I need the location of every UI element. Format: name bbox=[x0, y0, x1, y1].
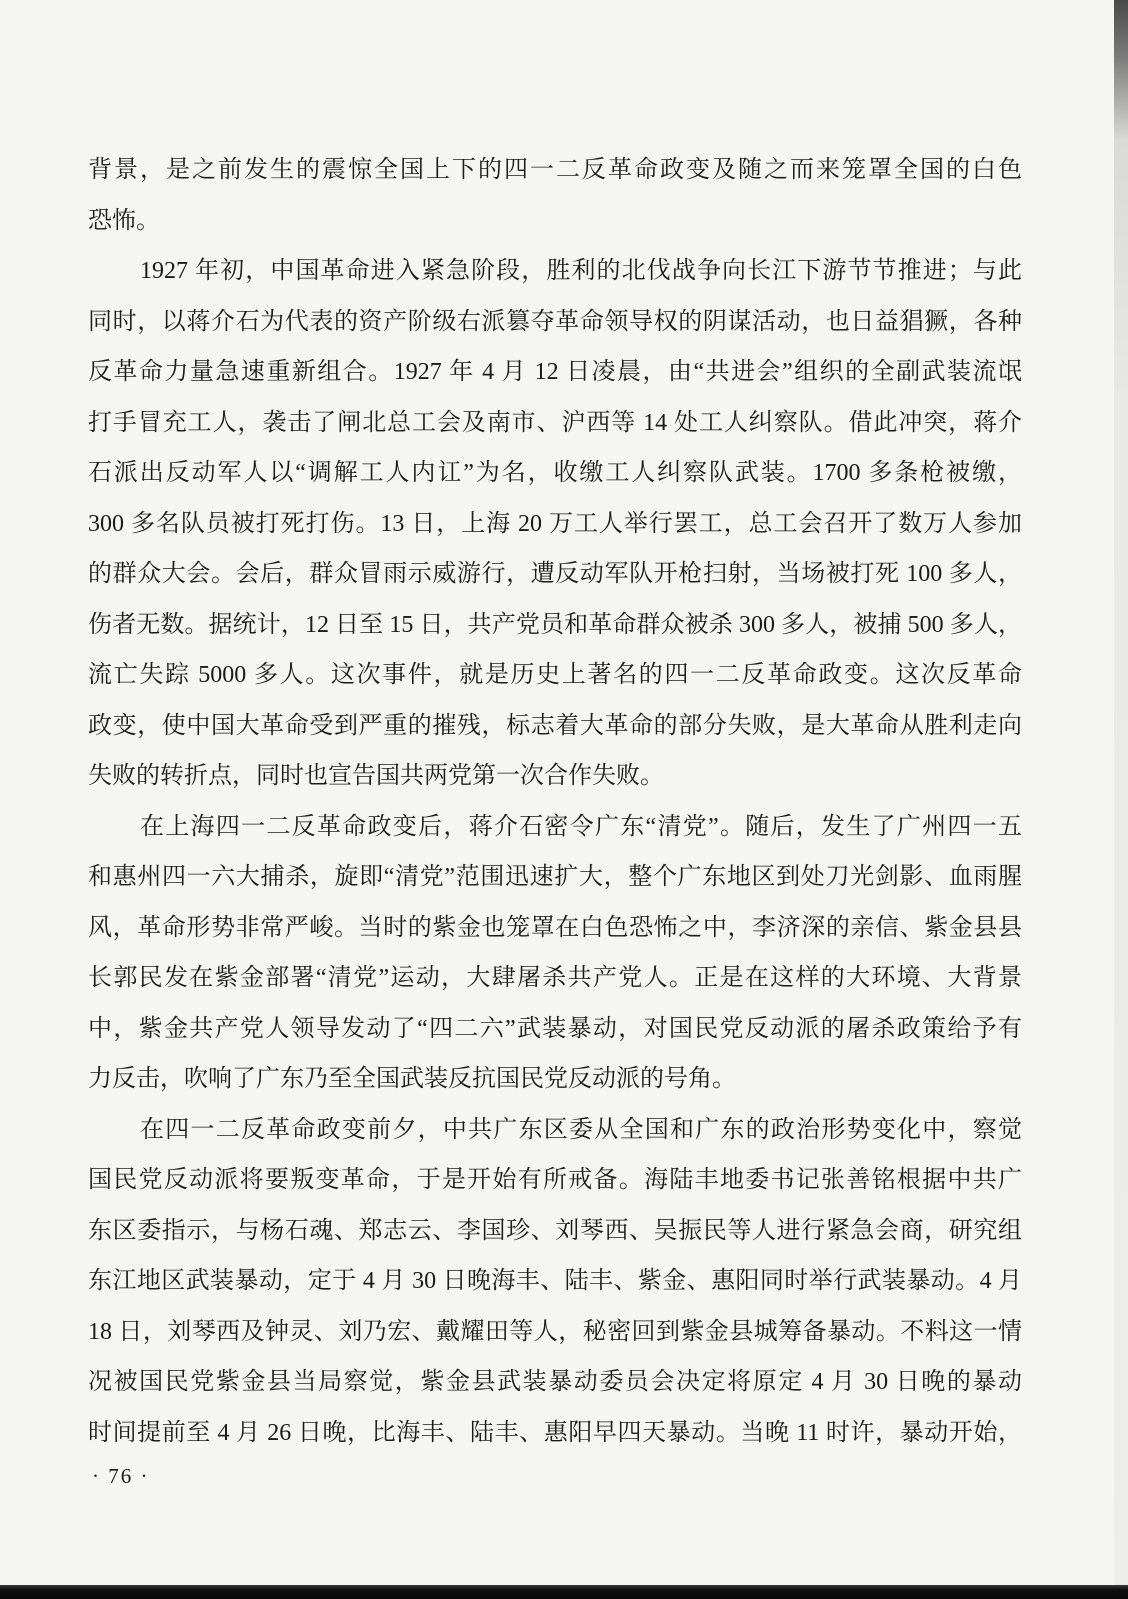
body-text bbox=[88, 145, 1022, 1458]
text-line: 东区委指示，与杨石魂、郑志云、李国珍、刘琴西、吴振民等人进行紧急会商，研究组 bbox=[88, 1217, 1022, 1244]
text-line: 况被国民党紫金县当局察觉，紫金县武装暴动委员会决定将原定 4 月 30 日晚的暴动 bbox=[88, 1369, 1022, 1395]
text-line: 在四一二反革命政变前夕，中共广东区委从全国和广东的政治形势变化中，察觉 bbox=[140, 1116, 1022, 1143]
text-line: 背景，是之前发生的震惊全国上下的四一二反革命政变及随之而来笼罩全国的白色 bbox=[88, 157, 1022, 183]
scan-border-bottom bbox=[0, 1585, 1128, 1599]
text-line: 18 日，刘琴西及钟灵、刘乃宏、戴耀田等人，秘密回到紫金县城筹备暴动。不料这一情 bbox=[88, 1318, 1022, 1345]
text-line: 1927 年初，中国革命进入紧急阶段，胜利的北伐战争向长江下游节节推进；与此 bbox=[140, 258, 1022, 284]
text-line: 同时，以蒋介石为代表的资产阶级右派篡夺革命领导权的阴谋活动，也日益猖獗，各种 bbox=[88, 308, 1022, 335]
text-line: 中，紫金共产党人领导发动了“四二六”武装暴动，对国民党反动派的屠杀政策给予有 bbox=[88, 1015, 1022, 1042]
text-line: 时间提前至 4 月 26 日晚，比海丰、陆丰、惠阳早四天暴动。当晚 11 时许，暴动开始， bbox=[88, 1419, 1022, 1446]
text-line: 在上海四一二反革命政变后，蒋介石密令广东“清党”。随后，发生了广州四一五 bbox=[140, 813, 1022, 840]
text-line: 和惠州四一六大捕杀，旋即“清党”范围迅速扩大，整个广东地区到处刀光剑影、血雨腥 bbox=[88, 864, 1022, 890]
text-line: 石派出反动军人以“调解工人内讧”为名，收缴工人纠察队武装。1700 多条枪被缴， bbox=[88, 460, 1022, 486]
page-number: · 76 · bbox=[92, 1464, 150, 1488]
text-line: 打手冒充工人，袭击了闸北总工会及南市、沪西等 14 处工人纠察队。借此冲突，蒋介 bbox=[88, 409, 1022, 436]
text-line: 政变，使中国大革命受到严重的摧残，标志着大革命的部分失败，是大革命从胜利走向 bbox=[88, 712, 1022, 739]
text-line: 风，革命形势非常严峻。当时的紫金也笼罩在白色恐怖之中，李济深的亲信、紫金县县 bbox=[88, 914, 1022, 941]
text-line: 300 多名队员被打死打伤。13 日，上海 20 万工人举行罢工，总工会召开了数万人参加 bbox=[88, 510, 1022, 537]
paragraph-guangdong-purge bbox=[88, 802, 1022, 1105]
paragraph-continued bbox=[88, 145, 1022, 246]
paragraph-uprising-preparation bbox=[88, 1105, 1022, 1459]
text-line: 东江地区武装暴动，定于 4 月 30 日晚海丰、陆丰、紫金、惠阳同时举行武装暴动。4 月 bbox=[88, 1268, 1022, 1294]
text-line: 长郭民发在紫金部署“清党”运动，大肆屠杀共产党人。正是在这样的大环境、大背景 bbox=[88, 965, 1022, 991]
text-line: 国民党反动派将要叛变革命，于是开始有所戒备。海陆丰地委书记张善铭根据中共广 bbox=[88, 1167, 1022, 1193]
paragraph-april-12-coup bbox=[88, 246, 1022, 802]
scan-border-right bbox=[1114, 0, 1128, 1599]
text-line: 的群众大会。会后，群众冒雨示威游行，遭反动军队开枪扫射，当场被打死 100 多人， bbox=[88, 561, 1022, 587]
text-line: 流亡失踪 5000 多人。这次事件，就是历史上著名的四一二反革命政变。这次反革命 bbox=[88, 662, 1022, 688]
text-line: 恐怖。 bbox=[88, 207, 160, 234]
text-line: 反革命力量急速重新组合。1927 年 4 月 12 日凌晨，由“共进会”组织的全副武装流氓 bbox=[88, 359, 1022, 385]
text-line: 伤者无数。据统计，12 日至 15 日，共产党员和革命群众被杀 300 多人，被捕 500 多人， bbox=[88, 611, 1022, 638]
text-line: 力反击，吹响了广东乃至全国武装反抗国民党反动派的号角。 bbox=[88, 1066, 736, 1092]
text-line: 失败的转折点，同时也宣告国共两党第一次合作失败。 bbox=[88, 763, 664, 789]
